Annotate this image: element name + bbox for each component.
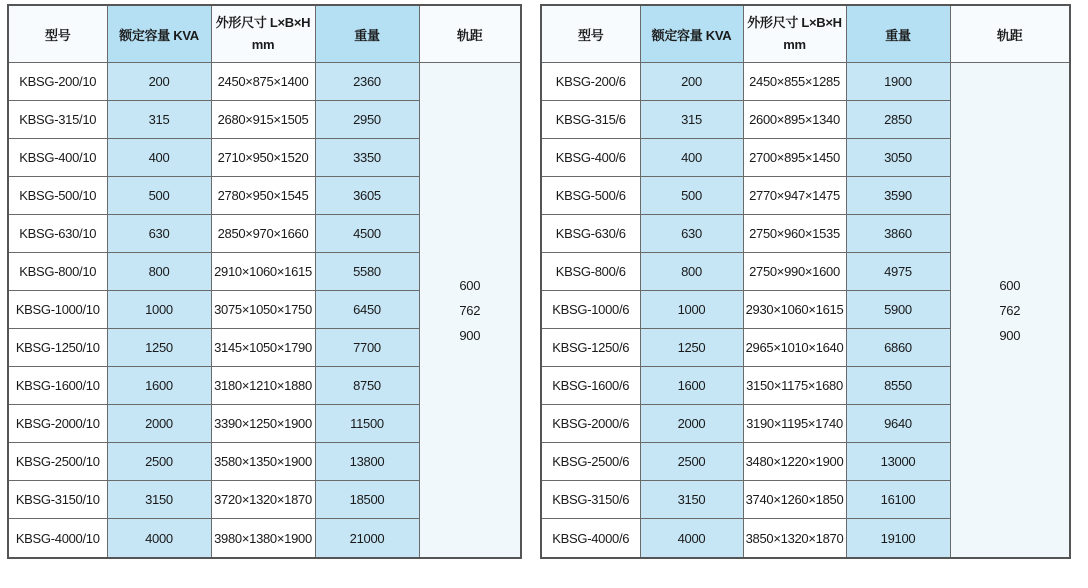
table-row [541,63,1070,101]
cell-capacity: 630 [640,215,743,253]
cell-model: KBSG-1000/6 [541,291,640,329]
header-dimensions [211,5,315,63]
cell-dimensions: 3190×1195×1740 [743,405,846,443]
cell-capacity: 1600 [640,367,743,405]
cell-dimensions: 2770×947×1475 [743,177,846,215]
cell-capacity: 315 [640,101,743,139]
cell-capacity: 400 [640,139,743,177]
cell-capacity: 4000 [640,519,743,559]
cell-weight: 13000 [846,443,950,481]
cell-weight: 18500 [315,481,419,519]
cell-model: KBSG-4000/10 [8,519,107,559]
cell-dimensions: 2710×950×1520 [211,139,315,177]
cell-model: KBSG-3150/10 [8,481,107,519]
header-dimensions-line1: 外形尺寸 L×B×H [747,15,842,30]
cell-weight: 3050 [846,139,950,177]
track-gauge-value: 900 [459,327,481,343]
cell-model: KBSG-1250/10 [8,329,107,367]
cell-capacity: 800 [640,253,743,291]
header-dimensions-line1: 外形尺寸 L×B×H [215,15,311,30]
cell-weight: 21000 [315,519,419,559]
cell-weight: 3590 [846,177,950,215]
cell-capacity: 1000 [107,291,211,329]
cell-dimensions: 3075×1050×1750 [211,291,315,329]
track-gauge-value: 762 [999,302,1021,318]
cell-weight: 8550 [846,367,950,405]
track-gauge-value: 900 [999,327,1021,343]
cell-weight: 5900 [846,291,950,329]
cell-model: KBSG-200/10 [8,63,107,101]
cell-capacity: 500 [107,177,211,215]
cell-model: KBSG-800/10 [8,253,107,291]
cell-model: KBSG-800/6 [541,253,640,291]
header-track: 轨距 [419,5,521,63]
cell-dimensions: 2700×895×1450 [743,139,846,177]
cell-weight: 4500 [315,215,419,253]
cell-model: KBSG-2000/6 [541,405,640,443]
cell-model: KBSG-500/10 [8,177,107,215]
cell-dimensions: 2780×950×1545 [211,177,315,215]
cell-dimensions: 2930×1060×1615 [743,291,846,329]
header-track: 轨距 [950,5,1070,63]
cell-dimensions: 3150×1175×1680 [743,367,846,405]
cell-dimensions: 2450×875×1400 [211,63,315,101]
cell-dimensions: 2750×960×1535 [743,215,846,253]
table-header-row [8,5,521,63]
cell-weight: 3350 [315,139,419,177]
cell-weight: 9640 [846,405,950,443]
header-dimensions-unit: mm [251,37,275,52]
cell-model: KBSG-500/6 [541,177,640,215]
cell-capacity: 1000 [640,291,743,329]
cell-weight: 5580 [315,253,419,291]
cell-capacity: 3150 [640,481,743,519]
header-model: 型号 [8,5,107,63]
cell-dimensions: 3720×1320×1870 [211,481,315,519]
cell-dimensions: 2680×915×1505 [211,101,315,139]
cell-weight: 1900 [846,63,950,101]
cell-model: KBSG-2500/10 [8,443,107,481]
cell-model: KBSG-315/6 [541,101,640,139]
header-weight: 重量 [315,5,419,63]
cell-weight: 3860 [846,215,950,253]
cell-capacity: 1600 [107,367,211,405]
table-body [8,63,521,559]
cell-weight: 6860 [846,329,950,367]
cell-dimensions: 2600×895×1340 [743,101,846,139]
cell-capacity: 200 [107,63,211,101]
cell-weight: 13800 [315,443,419,481]
track-gauge-value: 762 [459,302,481,318]
spec-table-10kv [7,4,522,559]
track-gauge-value: 600 [999,277,1021,293]
cell-capacity: 500 [640,177,743,215]
cell-model: KBSG-1600/6 [541,367,640,405]
cell-capacity: 400 [107,139,211,177]
table-body [541,63,1070,559]
cell-weight: 11500 [315,405,419,443]
cell-capacity: 1250 [107,329,211,367]
cell-model: KBSG-4000/6 [541,519,640,559]
cell-model: KBSG-1250/6 [541,329,640,367]
cell-weight: 4975 [846,253,950,291]
cell-weight: 2950 [315,101,419,139]
cell-capacity: 1250 [640,329,743,367]
cell-model: KBSG-1000/10 [8,291,107,329]
cell-dimensions: 3580×1350×1900 [211,443,315,481]
cell-dimensions: 3740×1260×1850 [743,481,846,519]
cell-capacity: 315 [107,101,211,139]
cell-model: KBSG-315/10 [8,101,107,139]
cell-dimensions: 3390×1250×1900 [211,405,315,443]
header-model: 型号 [541,5,640,63]
cell-capacity: 800 [107,253,211,291]
cell-model: KBSG-2500/6 [541,443,640,481]
header-dimensions [743,5,846,63]
cell-capacity: 2500 [107,443,211,481]
cell-dimensions: 3180×1210×1880 [211,367,315,405]
cell-model: KBSG-630/10 [8,215,107,253]
cell-weight: 2360 [315,63,419,101]
track-gauge-value: 600 [459,277,481,293]
cell-track-gauges [950,63,1070,559]
cell-model: KBSG-400/6 [541,139,640,177]
cell-dimensions: 3850×1320×1870 [743,519,846,559]
cell-model: KBSG-630/6 [541,215,640,253]
cell-dimensions: 2450×855×1285 [743,63,846,101]
cell-capacity: 2000 [107,405,211,443]
table-row [8,63,521,101]
cell-capacity: 3150 [107,481,211,519]
cell-capacity: 2500 [640,443,743,481]
cell-weight: 6450 [315,291,419,329]
cell-dimensions: 3145×1050×1790 [211,329,315,367]
cell-model: KBSG-2000/10 [8,405,107,443]
cell-model: KBSG-3150/6 [541,481,640,519]
header-weight: 重量 [846,5,950,63]
cell-model: KBSG-400/10 [8,139,107,177]
cell-dimensions: 2910×1060×1615 [211,253,315,291]
header-capacity: 额定容量 KVA [640,5,743,63]
cell-capacity: 4000 [107,519,211,559]
cell-dimensions: 2965×1010×1640 [743,329,846,367]
cell-weight: 8750 [315,367,419,405]
header-capacity: 额定容量 KVA [107,5,211,63]
cell-dimensions: 3980×1380×1900 [211,519,315,559]
cell-dimensions: 2850×970×1660 [211,215,315,253]
cell-dimensions: 3480×1220×1900 [743,443,846,481]
cell-capacity: 200 [640,63,743,101]
cell-weight: 2850 [846,101,950,139]
header-dimensions-unit: mm [783,37,806,52]
cell-model: KBSG-200/6 [541,63,640,101]
cell-model: KBSG-1600/10 [8,367,107,405]
spec-table-6kv [540,4,1071,559]
table-header-row [541,5,1070,63]
cell-capacity: 2000 [640,405,743,443]
cell-capacity: 630 [107,215,211,253]
cell-weight: 7700 [315,329,419,367]
cell-track-gauges [419,63,521,559]
cell-weight: 19100 [846,519,950,559]
cell-dimensions: 2750×990×1600 [743,253,846,291]
cell-weight: 3605 [315,177,419,215]
cell-weight: 16100 [846,481,950,519]
